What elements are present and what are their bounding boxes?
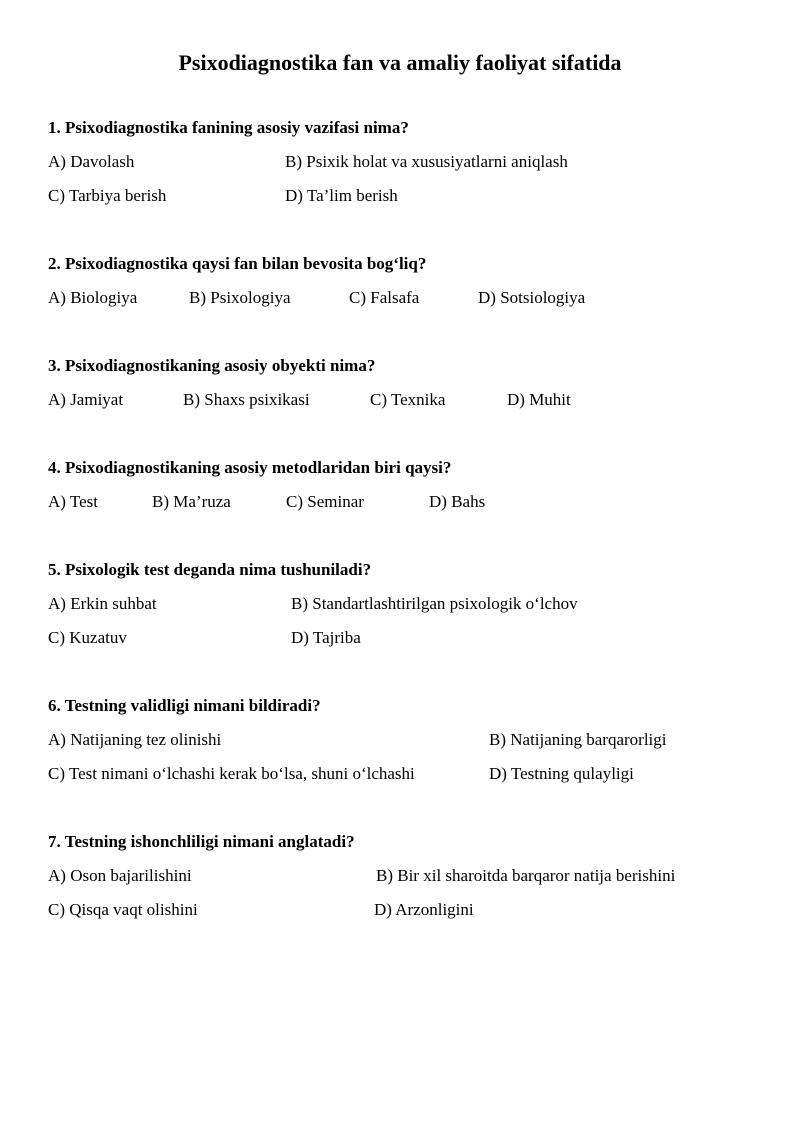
q1-option-b: B) Psixik holat va xususiyatlarni aniqlash xyxy=(285,152,568,171)
q5-option-a: A) Erkin suhbat xyxy=(48,594,157,613)
question-4: 4. Psixodiagnostikaning asosiy metodlaridan biri qaysi? xyxy=(48,458,452,477)
q7-option-c: C) Qisqa vaqt olishini xyxy=(48,900,198,919)
q2-option-b: B) Psixologiya xyxy=(189,288,291,307)
q2-option-a: A) Biologiya xyxy=(48,288,138,307)
q3-option-a: A) Jamiyat xyxy=(48,390,124,409)
q4-option-a: A) Test xyxy=(48,492,98,511)
q6-option-a: A) Natijaning tez olinishi xyxy=(48,730,222,749)
q6-option-c: C) Test nimani o‘lchashi kerak bo‘lsa, shuni o‘lchashi xyxy=(48,764,415,783)
q3-option-b: B) Shaxs psixikasi xyxy=(183,390,310,409)
q5-option-d: D) Tajriba xyxy=(291,628,361,647)
q2-option-d: D) Sotsiologiya xyxy=(478,288,586,307)
q1-option-c: C) Tarbiya berish xyxy=(48,186,167,205)
page-title: Psixodiagnostika fan va amaliy faoliyat sifatida xyxy=(178,50,622,75)
question-2: 2. Psixodiagnostika qaysi fan bilan bevosita bog‘liq? xyxy=(48,254,427,273)
q5-option-b: B) Standartlashtirilgan psixologik o‘lchov xyxy=(291,594,578,613)
question-6: 6. Testning validligi nimani bildiradi? xyxy=(48,696,321,715)
question-1: 1. Psixodiagnostika fanining asosiy vazifasi nima? xyxy=(48,118,409,137)
q6-option-b: B) Natijaning barqarorligi xyxy=(489,730,667,749)
q7-option-a: A) Oson bajarilishini xyxy=(48,866,192,885)
question-3: 3. Psixodiagnostikaning asosiy obyekti nima? xyxy=(48,356,376,375)
q2-option-c: C) Falsafa xyxy=(349,288,420,307)
q4-option-c: C) Seminar xyxy=(286,492,364,511)
q6-option-d: D) Testning qulayligi xyxy=(489,764,634,783)
question-7: 7. Testning ishonchliligi nimani anglatadi? xyxy=(48,832,355,851)
q1-option-d: D) Ta’lim berish xyxy=(285,186,398,205)
q4-option-b: B) Ma’ruza xyxy=(152,492,231,511)
q7-option-d: D) Arzonligini xyxy=(374,900,474,919)
q3-option-c: C) Texnika xyxy=(370,390,446,409)
q5-option-c: C) Kuzatuv xyxy=(48,628,127,647)
q1-option-a: A) Davolash xyxy=(48,152,135,171)
q3-option-d: D) Muhit xyxy=(507,390,571,409)
q4-option-d: D) Bahs xyxy=(429,492,486,511)
q7-option-b: B) Bir xil sharoitda barqaror natija berishini xyxy=(376,866,676,885)
question-5: 5. Psixologik test deganda nima tushuniladi? xyxy=(48,560,372,579)
